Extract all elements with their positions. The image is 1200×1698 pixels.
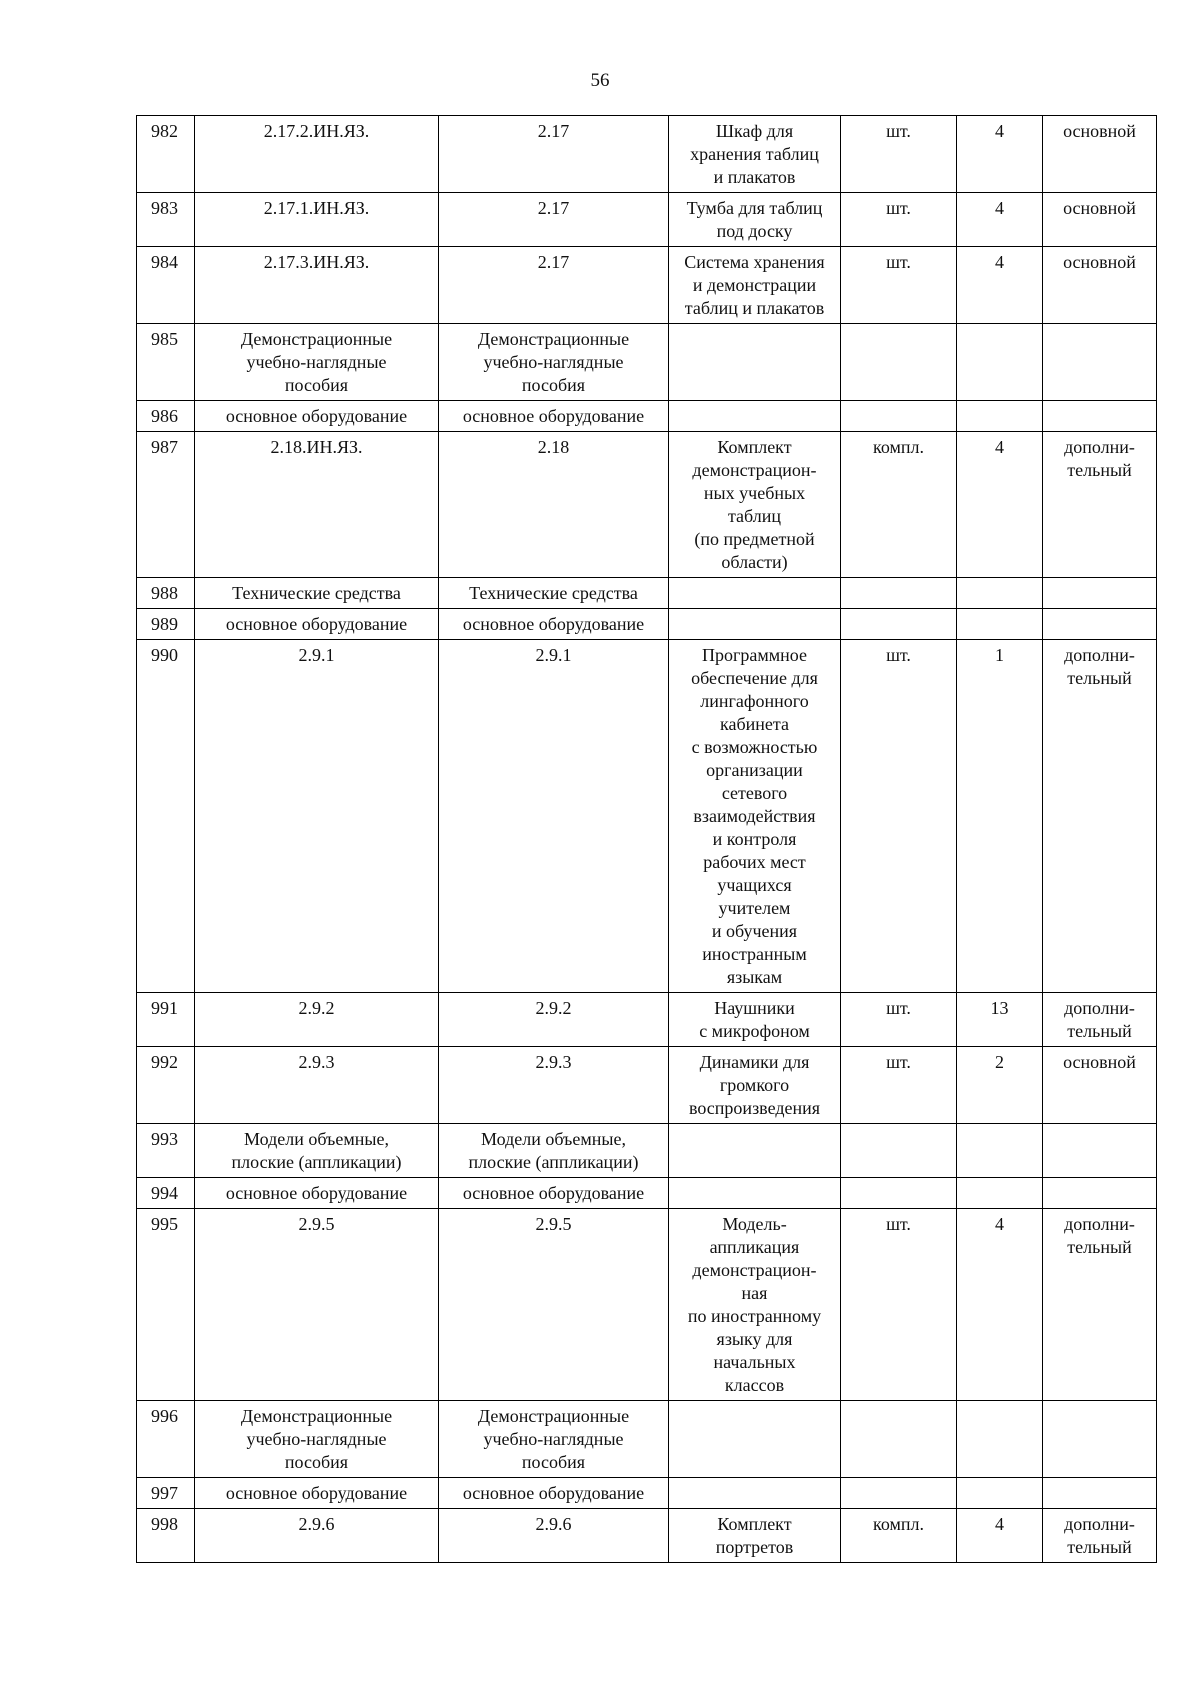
- equipment-type: дополни- тельный: [1043, 1209, 1157, 1401]
- unit-of-measure: [841, 609, 957, 640]
- item-code: Демонстрационные учебно-наглядные пособия: [195, 1401, 439, 1478]
- quantity: 2: [957, 1047, 1043, 1124]
- item-name: Программное обеспечение для лингафонного кабинета с возможностью организации сетевого взаимодействия и контроля рабочих мест учащихся учителем и обучения иностранным языкам: [669, 640, 841, 993]
- quantity: 4: [957, 432, 1043, 578]
- item-name: [669, 401, 841, 432]
- item-reference: Демонстрационные учебно-наглядные пособия: [439, 1401, 669, 1478]
- row-number: 992: [137, 1047, 195, 1124]
- equipment-type: дополни- тельный: [1043, 432, 1157, 578]
- equipment-type: [1043, 578, 1157, 609]
- table-row: [137, 1509, 1157, 1563]
- equipment-table: [136, 115, 1157, 1563]
- equipment-type: основной: [1043, 1047, 1157, 1124]
- unit-of-measure: [841, 1124, 957, 1178]
- table-row: [137, 1178, 1157, 1209]
- table-row: [137, 1124, 1157, 1178]
- item-name: Комплект портретов: [669, 1509, 841, 1563]
- item-name: Комплект демонстрацион- ных учебных таблиц (по предметной области): [669, 432, 841, 578]
- item-name: Модель- аппликация демонстрацион- ная по иностранному языку для начальных классов: [669, 1209, 841, 1401]
- quantity: [957, 1401, 1043, 1478]
- item-reference: 2.17: [439, 193, 669, 247]
- item-name: Система хранения и демонстрации таблиц и плакатов: [669, 247, 841, 324]
- item-code: 2.17.2.ИН.ЯЗ.: [195, 116, 439, 193]
- item-name: [669, 1178, 841, 1209]
- item-code: основное оборудование: [195, 401, 439, 432]
- table-row: [137, 247, 1157, 324]
- equipment-type: основной: [1043, 193, 1157, 247]
- table-row: [137, 432, 1157, 578]
- row-number: 997: [137, 1478, 195, 1509]
- equipment-type: [1043, 1178, 1157, 1209]
- table-row: [137, 609, 1157, 640]
- item-code: основное оборудование: [195, 1178, 439, 1209]
- item-code: 2.18.ИН.ЯЗ.: [195, 432, 439, 578]
- equipment-type: [1043, 401, 1157, 432]
- table-row: [137, 116, 1157, 193]
- item-code: Демонстрационные учебно-наглядные пособия: [195, 324, 439, 401]
- table-row: [137, 324, 1157, 401]
- row-number: 982: [137, 116, 195, 193]
- quantity: 4: [957, 247, 1043, 324]
- item-name: [669, 324, 841, 401]
- unit-of-measure: шт.: [841, 116, 957, 193]
- unit-of-measure: шт.: [841, 640, 957, 993]
- item-reference: 2.9.2: [439, 993, 669, 1047]
- equipment-type: [1043, 1478, 1157, 1509]
- item-name: [669, 1478, 841, 1509]
- row-number: 983: [137, 193, 195, 247]
- row-number: 998: [137, 1509, 195, 1563]
- table-row: [137, 1478, 1157, 1509]
- quantity: [957, 1178, 1043, 1209]
- table-row: [137, 993, 1157, 1047]
- quantity: [957, 1478, 1043, 1509]
- equipment-type: [1043, 1401, 1157, 1478]
- page-number: 56: [590, 70, 610, 91]
- table-row: [137, 1401, 1157, 1478]
- equipment-type: основной: [1043, 116, 1157, 193]
- quantity: [957, 609, 1043, 640]
- quantity: 13: [957, 993, 1043, 1047]
- unit-of-measure: [841, 1478, 957, 1509]
- item-reference: Технические средства: [439, 578, 669, 609]
- item-reference: основное оборудование: [439, 1178, 669, 1209]
- quantity: 4: [957, 116, 1043, 193]
- unit-of-measure: шт.: [841, 1047, 957, 1124]
- unit-of-measure: шт.: [841, 1209, 957, 1401]
- item-reference: 2.9.5: [439, 1209, 669, 1401]
- equipment-type: дополни- тельный: [1043, 1509, 1157, 1563]
- quantity: 1: [957, 640, 1043, 993]
- quantity: [957, 324, 1043, 401]
- item-name: [669, 1401, 841, 1478]
- row-number: 988: [137, 578, 195, 609]
- item-reference: 2.9.6: [439, 1509, 669, 1563]
- item-name: Наушники с микрофоном: [669, 993, 841, 1047]
- unit-of-measure: [841, 1401, 957, 1478]
- table-row: [137, 1047, 1157, 1124]
- row-number: 991: [137, 993, 195, 1047]
- item-code: 2.17.1.ИН.ЯЗ.: [195, 193, 439, 247]
- item-code: 2.9.3: [195, 1047, 439, 1124]
- row-number: 995: [137, 1209, 195, 1401]
- equipment-type: дополни- тельный: [1043, 640, 1157, 993]
- quantity: 4: [957, 193, 1043, 247]
- table-row: [137, 401, 1157, 432]
- item-name: Динамики для громкого воспроизведения: [669, 1047, 841, 1124]
- row-number: 996: [137, 1401, 195, 1478]
- table-body: [137, 116, 1157, 1563]
- row-number: 987: [137, 432, 195, 578]
- quantity: 4: [957, 1509, 1043, 1563]
- unit-of-measure: компл.: [841, 432, 957, 578]
- row-number: 993: [137, 1124, 195, 1178]
- item-name: Шкаф для хранения таблиц и плакатов: [669, 116, 841, 193]
- equipment-type: [1043, 1124, 1157, 1178]
- quantity: [957, 1124, 1043, 1178]
- item-name: [669, 578, 841, 609]
- equipment-type: основной: [1043, 247, 1157, 324]
- table-row: [137, 640, 1157, 993]
- unit-of-measure: [841, 401, 957, 432]
- row-number: 984: [137, 247, 195, 324]
- table-row: [137, 578, 1157, 609]
- item-reference: 2.9.3: [439, 1047, 669, 1124]
- unit-of-measure: компл.: [841, 1509, 957, 1563]
- table-row: [137, 193, 1157, 247]
- row-number: 986: [137, 401, 195, 432]
- item-reference: 2.9.1: [439, 640, 669, 993]
- item-code: 2.9.6: [195, 1509, 439, 1563]
- quantity: 4: [957, 1209, 1043, 1401]
- item-reference: Модели объемные, плоские (аппликации): [439, 1124, 669, 1178]
- table-row: [137, 1209, 1157, 1401]
- unit-of-measure: [841, 324, 957, 401]
- row-number: 994: [137, 1178, 195, 1209]
- item-code: 2.9.2: [195, 993, 439, 1047]
- item-name: [669, 1124, 841, 1178]
- row-number: 985: [137, 324, 195, 401]
- item-code: 2.9.1: [195, 640, 439, 993]
- item-name: [669, 609, 841, 640]
- quantity: [957, 578, 1043, 609]
- equipment-type: [1043, 609, 1157, 640]
- item-reference: Демонстрационные учебно-наглядные пособия: [439, 324, 669, 401]
- item-reference: 2.17: [439, 247, 669, 324]
- item-code: 2.9.5: [195, 1209, 439, 1401]
- item-code: 2.17.3.ИН.ЯЗ.: [195, 247, 439, 324]
- item-code: Технические средства: [195, 578, 439, 609]
- item-name: Тумба для таблиц под доску: [669, 193, 841, 247]
- unit-of-measure: [841, 578, 957, 609]
- item-code: основное оборудование: [195, 609, 439, 640]
- row-number: 989: [137, 609, 195, 640]
- item-reference: основное оборудование: [439, 1478, 669, 1509]
- item-code: основное оборудование: [195, 1478, 439, 1509]
- unit-of-measure: шт.: [841, 193, 957, 247]
- unit-of-measure: [841, 1178, 957, 1209]
- equipment-type: [1043, 324, 1157, 401]
- item-reference: основное оборудование: [439, 609, 669, 640]
- unit-of-measure: шт.: [841, 247, 957, 324]
- item-code: Модели объемные, плоские (аппликации): [195, 1124, 439, 1178]
- item-reference: основное оборудование: [439, 401, 669, 432]
- item-reference: 2.17: [439, 116, 669, 193]
- item-reference: 2.18: [439, 432, 669, 578]
- equipment-type: дополни- тельный: [1043, 993, 1157, 1047]
- unit-of-measure: шт.: [841, 993, 957, 1047]
- quantity: [957, 401, 1043, 432]
- row-number: 990: [137, 640, 195, 993]
